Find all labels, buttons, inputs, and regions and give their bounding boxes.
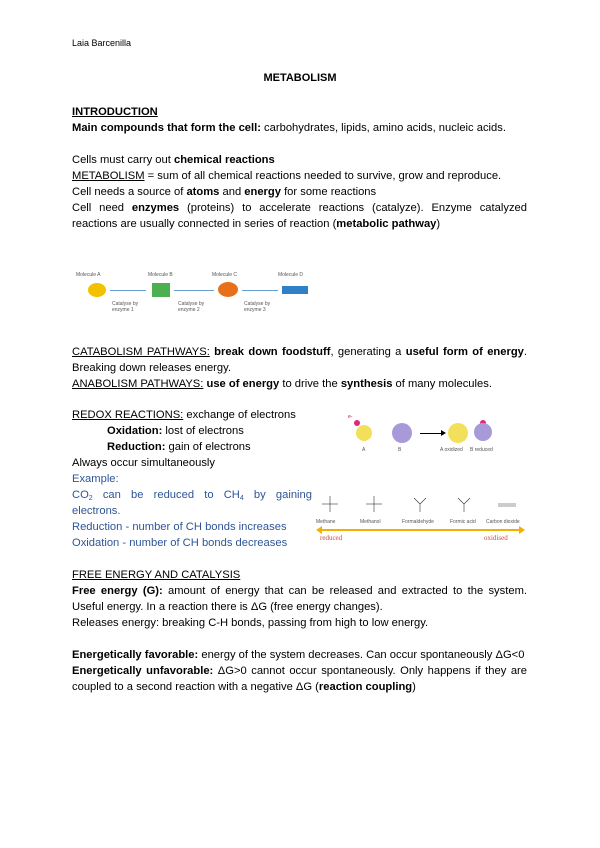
source-pre: Cell needs a source of bbox=[72, 186, 187, 198]
favorable-label: Energetically favorable: bbox=[72, 649, 199, 661]
simultaneous-line: Always occur simultaneously bbox=[72, 457, 216, 469]
source-line bbox=[72, 184, 527, 200]
source-energy: energy bbox=[244, 186, 281, 198]
releases-line: Releases energy: breaking C-H bonds, passing from high to low energy. bbox=[72, 617, 429, 629]
metabolic-pathway-term: metabolic pathway bbox=[336, 218, 437, 230]
catabolism-mid: , generating a bbox=[330, 346, 406, 358]
anabolism-mid: to drive the bbox=[279, 378, 341, 390]
label-a-oxidized: A oxidized bbox=[440, 447, 463, 453]
a-oxidized-circle bbox=[448, 423, 468, 443]
molecule-c-shape bbox=[218, 282, 238, 297]
molecule-b-label: Molecule B bbox=[148, 272, 173, 278]
reduction-ch-line: Reduction - number of CH bonds increases bbox=[72, 521, 287, 533]
compounds-paragraph bbox=[72, 120, 527, 136]
molecule-a-shape bbox=[88, 283, 106, 297]
anabolism-bold2: synthesis bbox=[340, 378, 393, 390]
co2-sub: 2 bbox=[88, 495, 93, 502]
anabolism-label: ANABOLISM PATHWAYS: bbox=[72, 378, 204, 390]
catalyst-2-label: Catalyse by enzyme 2 bbox=[178, 301, 205, 313]
redox-label: REDOX REACTIONS: bbox=[72, 409, 184, 421]
arrowhead-right bbox=[519, 526, 525, 534]
enzymes-bold: enzymes bbox=[131, 202, 180, 214]
oxidised-label: oxidised bbox=[484, 534, 508, 542]
unfavorable-close: ) bbox=[412, 681, 416, 693]
molecule-a-label: Molecule A bbox=[76, 272, 101, 278]
catabolism-paragraph bbox=[72, 344, 527, 376]
carbon-structures bbox=[316, 490, 526, 520]
catalyst-1-label: Catalyse by enzyme 1 bbox=[112, 301, 139, 313]
arrowhead-left bbox=[316, 526, 322, 534]
enzymes-text: (proteins) to accelerate reactions (catalyze). Enzyme catalyzed reactions are usually connected in series of reaction ( bbox=[72, 202, 527, 230]
g-label: Free energy (G): bbox=[72, 585, 163, 597]
formic-acid-label: Formic acid bbox=[450, 519, 476, 525]
oxidation-scale-arrow bbox=[320, 529, 520, 531]
redox-text: exchange of electrons bbox=[183, 409, 296, 421]
methanol-label: Methanol bbox=[360, 519, 381, 525]
intro-heading: INTRODUCTION bbox=[72, 106, 158, 118]
compounds-label: Main compounds that form the cell: bbox=[72, 122, 261, 134]
unfavorable-paragraph bbox=[72, 663, 527, 695]
molecule-d-label: Molecule D bbox=[278, 272, 304, 278]
ch4-sub: 4 bbox=[239, 495, 244, 502]
g-text: amount of energy that can be released and extracted to the system. Useful energy. In a reaction there is ΔG (free energy changes). bbox=[72, 585, 527, 613]
pathway-figure bbox=[72, 270, 322, 320]
arrow-3 bbox=[242, 290, 278, 291]
reduction-text: gain of electrons bbox=[165, 441, 251, 453]
oxidation-ch-line: Oxidation - number of CH bonds decreases bbox=[72, 537, 288, 549]
arrow-2 bbox=[174, 290, 214, 291]
example-label: Example: bbox=[72, 473, 119, 485]
reduced-label: reduced bbox=[320, 534, 343, 542]
anabolism-paragraph bbox=[72, 376, 527, 392]
anabolism-post: of many molecules. bbox=[392, 378, 492, 390]
carbon-figure bbox=[316, 490, 526, 546]
methane-label: Methane bbox=[316, 519, 336, 525]
molecule-b-shape bbox=[152, 283, 170, 297]
label-b: B bbox=[398, 447, 402, 453]
free-energy-heading: FREE ENERGY AND CATALYSIS bbox=[72, 569, 241, 581]
reactions-bold: chemical reactions bbox=[173, 154, 275, 166]
favorable-paragraph bbox=[72, 647, 527, 663]
metabolism-definition bbox=[72, 168, 527, 184]
oxidation-label: Oxidation: bbox=[107, 425, 163, 437]
reduction-line bbox=[72, 439, 312, 455]
oxidation-text: lost of electrons bbox=[162, 425, 244, 437]
label-a: A bbox=[362, 447, 366, 453]
co2-example bbox=[72, 487, 312, 519]
source-and: and bbox=[219, 186, 245, 198]
catalyst-3-label: Catalyse by enzyme 3 bbox=[244, 301, 271, 313]
reactions-pre: Cells must carry out bbox=[72, 154, 174, 166]
author-name: Laia Barcenilla bbox=[72, 38, 132, 48]
page-title: METABOLISM bbox=[263, 72, 337, 84]
catabolism-label: CATABOLISM PATHWAYS: bbox=[72, 346, 210, 358]
enzymes-pre: Cell need bbox=[72, 202, 132, 214]
free-energy-section bbox=[72, 567, 527, 695]
reaction-arrowhead bbox=[441, 430, 446, 436]
molecule-a-circle bbox=[356, 425, 372, 441]
molecule-d-shape bbox=[282, 286, 308, 294]
source-post: for some reactions bbox=[280, 186, 377, 198]
reactions-line bbox=[72, 152, 527, 168]
unfavorable-text: ΔG>0 cannot occur spontaneously. Only happens if they are coupled to a second reaction with a negative ΔG ( bbox=[72, 665, 527, 693]
free-energy-definition bbox=[72, 583, 527, 615]
enzymes-paragraph bbox=[72, 200, 527, 232]
redox-definition bbox=[72, 407, 312, 423]
catabolism-bold2: useful form of energy bbox=[405, 346, 524, 358]
redox-figure bbox=[340, 414, 500, 458]
formaldehyde-label: Formaldehyde bbox=[402, 519, 434, 525]
favorable-text: energy of the system decreases. Can occur spontaneously ΔG<0 bbox=[198, 649, 525, 661]
metabolism-label: METABOLISM bbox=[72, 170, 145, 182]
reaction-coupling-term: reaction coupling bbox=[318, 681, 413, 693]
catabolism-post: . Breaking down releases energy. bbox=[72, 346, 528, 374]
label-b-reduced: B reduced bbox=[470, 447, 493, 453]
carbon-dioxide-label: Carbon dioxide bbox=[486, 519, 520, 525]
electron-label: e- bbox=[348, 414, 353, 420]
intro-section bbox=[72, 104, 527, 232]
co2-mid: can be reduced to CH bbox=[92, 489, 240, 501]
unfavorable-label: Energetically unfavorable: bbox=[72, 665, 214, 677]
oxidation-line bbox=[72, 423, 312, 439]
enzymes-close: ) bbox=[436, 218, 441, 230]
molecule-b-circle bbox=[392, 423, 412, 443]
source-atoms: atoms bbox=[186, 186, 220, 198]
molecule-c-label: Molecule C bbox=[212, 272, 238, 278]
b-reduced-circle bbox=[474, 423, 492, 441]
catabolism-bold1: break down foodstuff bbox=[209, 346, 331, 358]
metabolism-text: = sum of all chemical reactions needed to survive, grow and reproduce. bbox=[144, 170, 502, 182]
reduction-label: Reduction: bbox=[107, 441, 166, 453]
anabolism-bold1: use of energy bbox=[203, 378, 280, 390]
pathways-section bbox=[72, 344, 527, 392]
compounds-text: carbohydrates, lipids, amino acids, nucleic acids. bbox=[260, 122, 506, 134]
co2-post: by gaining electrons. bbox=[72, 489, 312, 517]
redox-section bbox=[72, 407, 312, 551]
arrow-1 bbox=[110, 290, 146, 291]
co2-pre: CO bbox=[72, 489, 89, 501]
